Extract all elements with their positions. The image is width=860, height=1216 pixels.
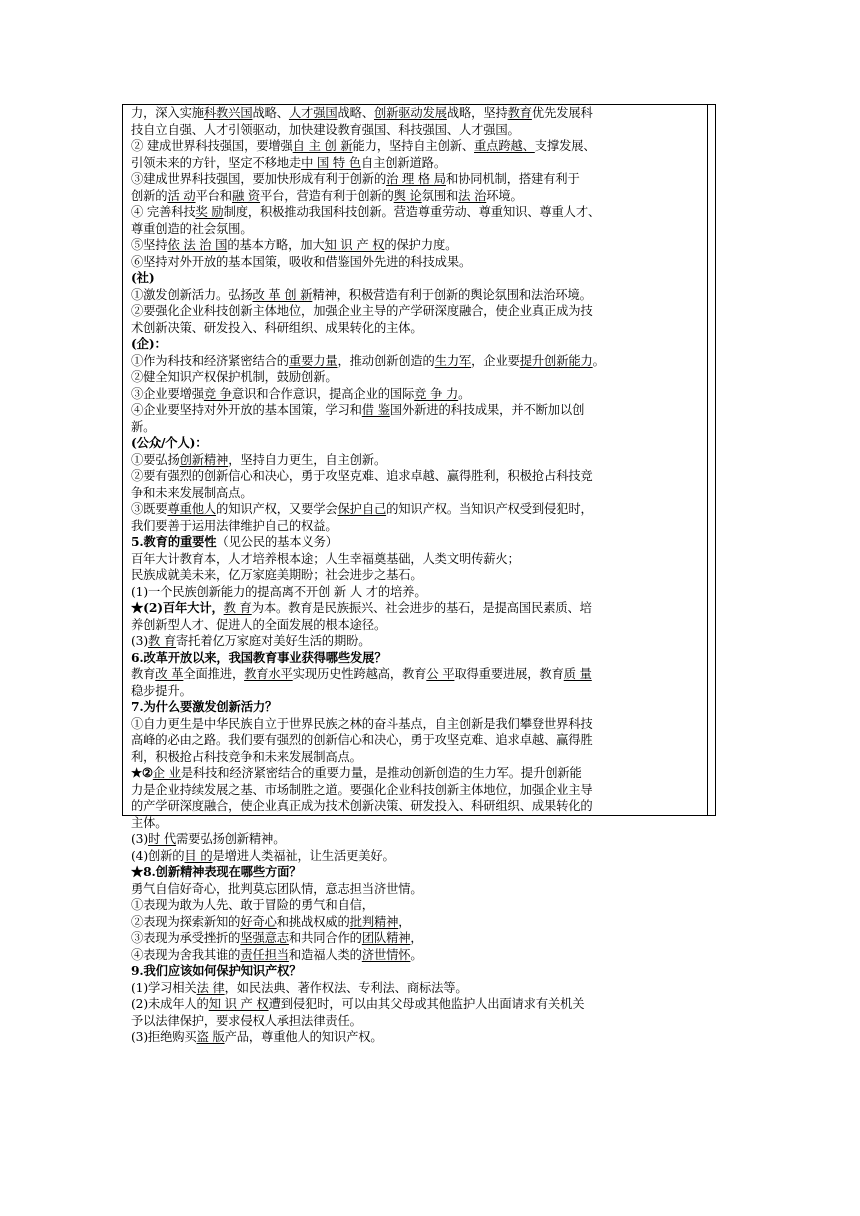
text-segment: ，坚持自力更生，自主创新。 [228, 452, 387, 467]
text-line [131, 864, 705, 881]
underlined-keyword: 自 主 创 新 [292, 139, 353, 153]
text-line [131, 683, 705, 700]
text-line [131, 353, 705, 370]
text-segment: 争和未来发展制高点。 [131, 485, 253, 500]
text-segment: (1)一个民族创新能力的提高离不开创 新 人 才的培养。 [131, 584, 427, 599]
underlined-keyword: 质 量 [563, 667, 592, 681]
underlined-keyword: 教 育 [147, 634, 177, 648]
text-segment: 我们要善于运用法律维护自己的权益。 [131, 518, 338, 533]
text-segment: 稳步提升。 [131, 683, 192, 698]
text-segment: 制度，积极推动我国科技创新。营造尊重劳动、尊重知识、尊重人才、 [223, 205, 601, 219]
underlined-keyword: 教育水平 [244, 667, 293, 681]
text-line [131, 699, 705, 716]
text-line [131, 930, 705, 947]
text-segment: 战略，坚持 [446, 106, 508, 120]
underlined-keyword: 生力军 [434, 353, 472, 368]
text-segment: 的产学研深度融合，使企业真正成为技术创新决策、研发投入、科研组织、成果转化的 [131, 799, 593, 813]
bold-heading-text: 5.教育的重要性 [131, 534, 217, 549]
underlined-keyword: 企 业 [152, 766, 181, 780]
bold-heading-text: 6.改革开放以来，我国教育事业获得哪些发展？ [131, 649, 387, 665]
text-segment: 的知识产权。当知识产权受到侵犯时， [386, 502, 593, 516]
underlined-keyword: 改 革 创 新 [252, 287, 313, 302]
text-segment: ，推动创新创造的 [337, 353, 435, 368]
text-line [131, 188, 705, 205]
text-line [131, 386, 705, 403]
underlined-keyword: 重点跨越、 [474, 139, 535, 153]
text-line [131, 716, 705, 733]
text-line [131, 798, 705, 815]
notes-table [122, 104, 716, 1044]
text-segment: 和共同合作的 [288, 931, 362, 945]
text-segment: 和挑战权威的 [276, 914, 350, 929]
text-segment: 主体。 [131, 815, 168, 830]
text-segment: 自主创新道路。 [360, 155, 446, 170]
underlined-keyword: 科教兴国 [203, 106, 253, 120]
underlined-keyword: 活 动 [167, 188, 196, 203]
text-segment: ①要弘扬 [131, 452, 180, 467]
text-line [131, 534, 705, 551]
text-segment: 为本。教育是民族振兴、社会进步的基石，是提高国民素质、培 [251, 601, 592, 615]
text-segment: ②要强化企业科技创新主体地位，加强企业主导的产学研深度融合，使企业真正成为技 [131, 304, 593, 318]
underlined-keyword: 奖 励 [195, 205, 224, 219]
bold-heading-text: 9.我们应该如何保护知识产权？ [131, 963, 302, 978]
underlined-keyword: 公 平 [426, 667, 455, 681]
text-segment: 是增进人类福祉，让生活更美好。 [212, 848, 395, 863]
text-segment: 力，深入实施 [131, 106, 204, 120]
text-line [131, 105, 705, 122]
text-segment: ④表现为舍我其谁的 [131, 947, 241, 962]
underlined-keyword: 依 法 治 国 [167, 238, 228, 252]
bold-heading-text: (社) [131, 270, 155, 285]
underlined-keyword: 团队精神 [361, 931, 411, 945]
text-segment: ③表现为承受挫折的 [131, 931, 241, 945]
text-segment: ，如民法典、著作权法、专利法、商标法等。 [224, 980, 468, 995]
text-segment: 是科技和经济紧密结合的重要力量，是推动创新创造的生力军。提升创新能 [180, 766, 582, 780]
text-line [131, 303, 705, 320]
text-segment: 养创新型人才、促进人的全面发展的根本途径。 [131, 617, 387, 632]
text-segment: 和协同机制，搭建有利于 [445, 172, 580, 186]
text-line [131, 600, 705, 617]
underlined-keyword: 坚强意志 [240, 931, 289, 945]
underlined-keyword: 人才强国 [288, 106, 338, 120]
text-segment: ② 建成世界科技强国，要增强 [131, 139, 293, 153]
text-segment: 寄托着亿万家庭对美好生活的期盼。 [176, 634, 371, 648]
underlined-keyword: 融 资 [231, 188, 261, 203]
bold-heading-text: (企)： [131, 336, 167, 351]
underlined-keyword: 知 识 产 权 [324, 238, 385, 252]
text-segment: 精神，积极营造有利于创新的舆论氛围和法治环境。 [312, 287, 592, 302]
text-line [131, 782, 705, 799]
text-segment: 取得重要进展，教育 [454, 667, 564, 681]
text-line [131, 815, 705, 832]
underlined-keyword: 保护自己 [337, 502, 387, 516]
text-line [131, 237, 705, 254]
bold-heading-text: ★② [131, 765, 153, 780]
text-segment: 能力，坚持自主创新、 [352, 139, 475, 153]
text-segment: 国外新进的科技成果，并不断加以创 [389, 403, 585, 417]
text-line [131, 980, 705, 997]
text-line [131, 485, 705, 502]
text-line [131, 138, 705, 155]
text-segment: ⑥坚持对外开放的基本国策，吸收和借鉴国外先进的科技成果。 [131, 254, 472, 269]
underlined-keyword: 竞 争 [203, 386, 232, 401]
text-segment: (4)创新的 [131, 848, 185, 863]
bold-heading-text: (公众/个人)： [131, 435, 208, 450]
text-segment: 氛围和 [421, 188, 459, 203]
text-segment: ， [398, 914, 411, 929]
bold-heading-text: ★(2)百年大计， [131, 600, 224, 615]
text-segment: 技自立自强、人才引领驱动，加快建设教育强国、科技强国、人才强国。 [131, 122, 520, 137]
text-line [131, 732, 705, 749]
text-line [131, 650, 705, 667]
text-segment: 新。 [131, 419, 156, 434]
text-line [131, 666, 705, 683]
text-segment: 尊重创造的社会氛围。 [131, 221, 253, 236]
underlined-keyword: 批判精神 [349, 914, 399, 929]
text-segment: 创新的 [131, 188, 168, 203]
text-line [131, 155, 705, 172]
text-segment: 的基本方略，加大 [227, 238, 325, 252]
text-segment: 。 [458, 386, 471, 401]
text-segment: ②表现为探索新知的 [131, 914, 241, 929]
text-line [131, 452, 705, 469]
underlined-keyword: 教 育 [223, 601, 252, 615]
text-line [131, 633, 705, 650]
text-line [131, 171, 705, 188]
text-line [131, 419, 705, 436]
text-segment: 引领未来的方针，坚定不移地走 [131, 155, 302, 170]
text-segment: ④企业要坚持对外开放的基本国策，学习和 [131, 403, 362, 417]
text-line [131, 402, 705, 419]
text-line [131, 551, 705, 568]
underlined-keyword: 教育 [507, 106, 532, 120]
text-segment: ，企业要 [471, 353, 520, 368]
text-segment: (3)拒绝购买 [131, 1030, 197, 1044]
text-line [131, 749, 705, 766]
text-line [131, 848, 705, 865]
table-content-cell [131, 105, 705, 1046]
text-line [131, 336, 705, 353]
underlined-keyword: 法 律 [196, 980, 225, 995]
underlined-keyword: 创新精神 [179, 452, 229, 467]
bold-heading-text: ★8.创新精神表现在哪些方面？ [131, 864, 302, 879]
underlined-keyword: 借 鉴 [361, 403, 390, 417]
text-segment: 利，积极抢占科技竞争和未来发展制高点。 [131, 749, 362, 764]
text-line [131, 270, 705, 287]
bold-heading-text: 7.为什么要激发创新活力？ [131, 699, 278, 714]
text-line [131, 221, 705, 238]
text-segment: 意识和合作意识，提高企业的国际 [231, 386, 415, 401]
text-segment: 力是企业持续发展之基、市场制胜之道。要强化企业科技创新主体地位，加强企业主导 [131, 782, 593, 797]
text-segment: ③企业要增强 [131, 386, 204, 401]
underlined-keyword: 济世情怀 [361, 947, 411, 962]
underlined-keyword: 知 识 产 权 [208, 997, 269, 1011]
text-segment: ④ 完善科技 [131, 205, 196, 219]
text-line [131, 518, 705, 535]
text-line [131, 617, 705, 634]
text-segment: 产品，尊重他人的知识产权。 [224, 1030, 383, 1044]
text-segment: 优先发展科 [531, 106, 593, 120]
text-line [131, 435, 705, 452]
underlined-keyword: 盗 版 [196, 1030, 225, 1044]
underlined-keyword: 好奇心 [240, 914, 277, 929]
text-line [131, 122, 705, 139]
text-line [131, 320, 705, 337]
text-segment: 高峰的必由之路。我们要有强烈的创新信心和决心，勇于攻坚克难、追求卓越、赢得胜 [131, 733, 593, 747]
text-line [131, 584, 705, 601]
text-segment: 战略、 [252, 106, 289, 120]
underlined-keyword: 尊重他人 [167, 502, 217, 516]
text-segment: （见公民的基本义务） [216, 535, 338, 549]
text-segment: 遭到侵犯时，可以由其父母或其他监护人出面请求有关机关 [268, 997, 585, 1011]
text-line [131, 254, 705, 271]
text-line [131, 287, 705, 304]
text-segment: 全面推进， [183, 667, 245, 681]
underlined-keyword: 创新驱动发展 [373, 106, 447, 120]
text-segment: ①自力更生是中华民族自立于世界民族之林的奋斗基点，自主创新是我们攀登世界科技 [131, 716, 593, 731]
text-line [131, 369, 705, 386]
underlined-keyword: 中 国 特 色 [301, 155, 361, 170]
underlined-keyword: 时 代 [147, 832, 177, 846]
text-segment: (3) [131, 832, 148, 846]
text-segment: 的保护力度。 [384, 238, 458, 252]
underlined-keyword: 舆 论 [393, 188, 422, 203]
text-segment: 和造福人类的 [288, 947, 362, 962]
text-line [131, 914, 705, 931]
text-segment: ①激发创新活力。弘扬 [131, 287, 253, 302]
text-segment: (2)未成年人的 [131, 997, 209, 1011]
text-segment: ②要有强烈的创新信心和决心，勇于攻坚克难、追求卓越、赢得胜利，积极抢占科技竞 [131, 469, 593, 483]
text-segment: 民族成就美未来，亿万家庭美期盼；社会进步之基石。 [131, 568, 423, 582]
underlined-keyword: 重要力量 [288, 353, 338, 368]
text-line [131, 1013, 705, 1030]
text-line [131, 765, 705, 782]
underlined-keyword: 提升创新能力 [519, 353, 593, 368]
text-segment: 需要弘扬创新精神。 [176, 832, 286, 846]
text-segment: 教育 [131, 667, 156, 681]
text-line [131, 204, 705, 221]
text-line [131, 501, 705, 518]
text-segment: 战略、 [337, 106, 374, 120]
underlined-keyword: 治 理 格 局 [386, 172, 446, 186]
text-line [131, 897, 705, 914]
text-segment: ①表现为敢为人先、敢于冒险的勇气和自信， [131, 898, 374, 912]
text-segment: 勇气自信好奇心，批判莫忘团队情，意志担当济世情。 [131, 881, 423, 896]
underlined-keyword: 目 的 [184, 848, 213, 863]
text-line [131, 996, 705, 1013]
text-segment: ①作为科技和经济紧密结合的 [131, 353, 289, 368]
text-segment: ， [410, 931, 423, 945]
text-segment: ②健全知识产权保护机制，鼓励创新。 [131, 370, 338, 384]
text-line [131, 947, 705, 964]
text-segment: ⑤坚持 [131, 238, 168, 252]
underlined-keyword: 责任担当 [240, 947, 289, 962]
text-line [131, 468, 705, 485]
text-line [131, 963, 705, 980]
text-segment: 百年大计教育本，人才培养根本途；人生幸福奠基础，人类文明传薪火； [131, 551, 520, 566]
underlined-keyword: 法 治 [458, 188, 487, 203]
text-segment: 术创新决策、研发投入、科研组织、成果转化的主体。 [131, 320, 423, 335]
column-divider [707, 105, 708, 815]
text-segment: ③建成世界科技强国，要加快形成有利于创新的 [131, 172, 387, 186]
text-segment: 平台和 [195, 188, 232, 203]
text-segment: 予以法律保护，要求侵权人承担法律责任。 [131, 1013, 362, 1028]
text-line [131, 881, 705, 898]
text-segment: 环境。 [486, 188, 523, 203]
text-line [131, 1029, 705, 1046]
text-segment: 平台，营造有利于创新的 [260, 188, 394, 203]
text-line [131, 831, 705, 848]
text-segment: ③既要 [131, 502, 168, 516]
text-segment: 。 [410, 947, 423, 962]
text-segment: 支撑发展、 [534, 139, 596, 153]
text-segment: 的知识产权，又要学会 [216, 502, 338, 516]
text-segment: 实现历史性跨越高，教育 [292, 667, 427, 681]
text-segment: (1)学习相关 [131, 980, 197, 995]
text-line [131, 567, 705, 584]
underlined-keyword: 改 革 [155, 667, 184, 681]
text-segment: 。 [592, 353, 605, 368]
underlined-keyword: 竞 争 力 [414, 386, 459, 401]
text-segment: (3) [131, 634, 148, 648]
